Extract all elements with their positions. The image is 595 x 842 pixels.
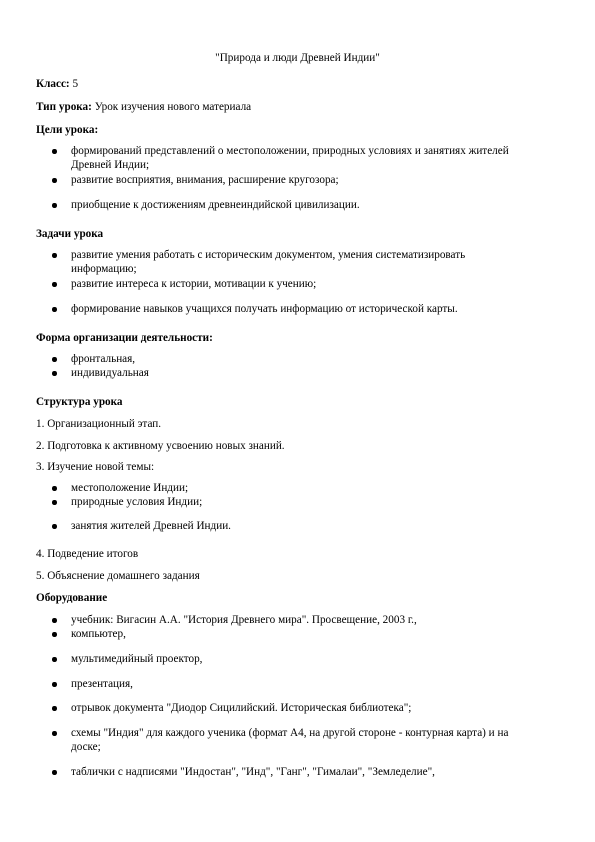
structure-step: 4. Подведение итогов bbox=[36, 548, 139, 560]
list-item: компьютер, bbox=[71, 628, 126, 640]
list-item: мультимедийный проектор, bbox=[71, 653, 203, 665]
bullet-icon bbox=[52, 618, 58, 624]
list-item-continuation: доске; bbox=[71, 741, 101, 753]
list-item: отрывок документа "Диодор Сицилийский. Историческая библиотека"; bbox=[71, 702, 412, 714]
bullet-icon bbox=[52, 203, 58, 209]
lesson-type-value: Урок изучения нового материала bbox=[94, 101, 252, 113]
bullet-icon bbox=[52, 770, 58, 776]
bullet-icon bbox=[52, 706, 58, 712]
list-item-continuation: Древней Индии; bbox=[71, 159, 150, 171]
bullet-icon bbox=[52, 486, 58, 492]
list-item: формирование навыков учащихся получать информацию от исторической карты. bbox=[71, 303, 458, 315]
bullet-icon bbox=[52, 682, 58, 688]
list-item: развитие восприятия, внимания, расширение кругозора; bbox=[71, 174, 339, 186]
document-title: "Природа и люди Древней Индии" bbox=[215, 52, 380, 64]
class-line bbox=[36, 78, 78, 91]
list-item: учебник: Вигасин А.А. "История Древнего мира". Просвещение, 2003 г., bbox=[71, 614, 417, 626]
structure-step: 1. Организационный этап. bbox=[36, 418, 162, 430]
class-value: 5 bbox=[72, 78, 79, 90]
bullet-icon bbox=[52, 657, 58, 663]
list-item: формирований представлений о местоположении, природных условиях и занятиях жителей bbox=[71, 145, 509, 157]
list-item: занятия жителей Древней Индии. bbox=[71, 520, 231, 532]
list-item: приобщение к достижениям древнеиндийской цивилизации. bbox=[71, 199, 360, 211]
structure-step: 5. Объяснение домашнего задания bbox=[36, 570, 200, 582]
list-item: схемы "Индия" для каждого ученика (формат А4, на другой стороне - контурная карта) и на bbox=[71, 727, 509, 739]
list-item: индивидуальная bbox=[71, 367, 149, 379]
bullet-icon bbox=[52, 307, 58, 313]
lesson-type-label: Тип урока: bbox=[36, 101, 92, 113]
bullet-icon bbox=[52, 282, 58, 288]
organization-heading: Форма организации деятельности: bbox=[36, 332, 213, 344]
list-item: местоположение Индии; bbox=[71, 482, 189, 494]
bullet-icon bbox=[52, 632, 58, 638]
tasks-heading: Задачи урока bbox=[36, 228, 104, 240]
bullet-icon bbox=[52, 524, 58, 530]
list-item: развитие умения работать с историческим документом, умения систематизировать bbox=[71, 249, 466, 261]
list-item: фронтальная, bbox=[71, 353, 136, 365]
bullet-icon bbox=[52, 149, 58, 155]
list-item: природные условия Индии; bbox=[71, 496, 203, 508]
list-item: развитие интереса к истории, мотивации к учению; bbox=[71, 278, 317, 290]
bullet-icon bbox=[52, 371, 58, 377]
bullet-icon bbox=[52, 500, 58, 506]
class-label: Класс: bbox=[36, 78, 70, 90]
equipment-heading: Оборудование bbox=[36, 592, 108, 604]
lesson-type-line bbox=[36, 101, 251, 114]
bullet-icon bbox=[52, 178, 58, 184]
list-item: таблички с надписями "Индостан", "Инд", "Ганг", "Гималаи", "Земледелие", bbox=[71, 766, 435, 778]
structure-step: 2. Подготовка к активному усвоению новых знаний. bbox=[36, 440, 285, 452]
bullet-icon bbox=[52, 731, 58, 737]
bullet-icon bbox=[52, 253, 58, 259]
structure-heading: Структура урока bbox=[36, 396, 123, 408]
goals-heading: Цели урока: bbox=[36, 124, 99, 136]
list-item: презентация, bbox=[71, 678, 133, 690]
list-item-continuation: информацию; bbox=[71, 263, 137, 275]
structure-step: 3. Изучение новой темы: bbox=[36, 461, 155, 473]
bullet-icon bbox=[52, 357, 58, 363]
